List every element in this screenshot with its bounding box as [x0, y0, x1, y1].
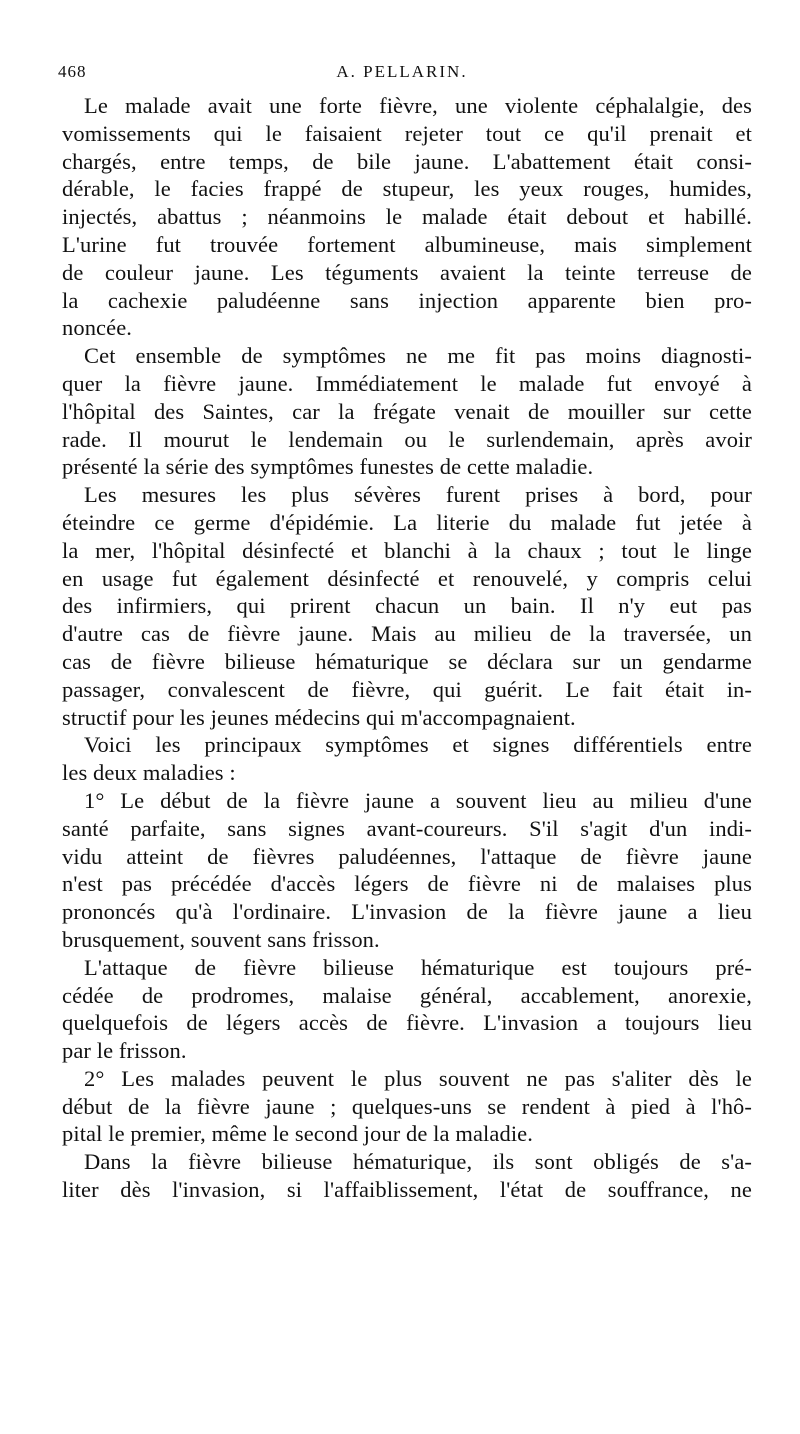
text-line: Voici les principaux symptômes et signes différentiels entre: [84, 732, 752, 758]
text-line: de couleur jaune. Les téguments avaient la teinte terreuse de: [62, 259, 752, 285]
running-head: A. PELLARIN.: [336, 62, 468, 81]
text-line: la cachexie paludéenne sans injection apparente bien pro-: [62, 287, 752, 313]
text-line: cédée de prodromes, malaise général, accablement, anorexie,: [62, 982, 752, 1008]
text-line: L'urine fut trouvée fortement albumineuse, mais simplement: [62, 231, 752, 257]
body-text: [62, 92, 752, 1204]
text-line: 1° Le début de la fièvre jaune a souvent lieu au milieu d'une: [84, 787, 752, 813]
text-line: santé parfaite, sans signes avant-coureurs. S'il s'agit d'un indi-: [62, 815, 752, 841]
page-header: [58, 62, 746, 88]
text-line: n'est pas précédée d'accès légers de fièvre ni de malaises plus: [62, 871, 752, 897]
text-line: rade. Il mourut le lendemain ou le surlendemain, après avoir: [62, 426, 752, 452]
text-line: prononcés qu'à l'ordinaire. L'invasion de la fièvre jaune a lieu: [62, 899, 752, 925]
text-line: d'autre cas de fièvre jaune. Mais au milieu de la traversée, un: [62, 621, 752, 647]
text-line: brusquement, souvent sans frisson.: [62, 926, 380, 952]
text-line: éteindre ce germe d'épidémie. La literie du malade fut jetée à: [62, 509, 752, 535]
text-line: noncée.: [62, 315, 133, 341]
text-line: Cet ensemble de symptômes ne me fit pas moins diagnosti-: [84, 343, 752, 369]
text-line: L'attaque de fièvre bilieuse hématurique est toujours pré-: [84, 954, 752, 980]
text-line: chargés, entre temps, de bile jaune. L'abattement était consi-: [62, 148, 752, 174]
text-line: les deux maladies :: [62, 760, 236, 786]
page-number: 468: [58, 62, 87, 81]
text-line: structif pour les jeunes médecins qui m'accompagnaient.: [62, 704, 576, 730]
text-line: pital le premier, même le second jour de la maladie.: [62, 1121, 533, 1147]
text-line: cas de fièvre bilieuse hématurique se déclara sur un gendarme: [62, 648, 752, 674]
text-line: liter dès l'invasion, si l'affaiblissement, l'état de souffrance, ne: [62, 1177, 752, 1203]
text-line: quer la fièvre jaune. Immédiatement le malade fut envoyé à: [62, 370, 752, 396]
text-line: vomissements qui le faisaient rejeter tout ce qu'il prenait et: [62, 120, 752, 146]
text-line: en usage fut également désinfecté et renouvelé, y compris celui: [62, 565, 752, 591]
text-line: Les mesures les plus sévères furent prises à bord, pour: [84, 482, 752, 508]
text-line: quelquefois de légers accès de fièvre. L'invasion a toujours lieu: [62, 1010, 752, 1036]
text-line: l'hôpital des Saintes, car la frégate venait de mouiller sur cette: [62, 398, 752, 424]
text-line: par le frisson.: [62, 1038, 187, 1064]
text-line: Dans la fièvre bilieuse hématurique, ils sont obligés de s'a-: [84, 1149, 752, 1175]
text-line: injectés, abattus ; néanmoins le malade était debout et habillé.: [62, 204, 752, 230]
text-line: début de la fièvre jaune ; quelques-uns se rendent à pied à l'hô-: [62, 1093, 752, 1119]
text-line: vidu atteint de fièvres paludéennes, l'attaque de fièvre jaune: [62, 843, 752, 869]
text-line: 2° Les malades peuvent le plus souvent ne pas s'aliter dès le: [84, 1065, 752, 1091]
text-line: présenté la série des symptômes funestes de cette maladie.: [62, 454, 594, 480]
text-line: dérable, le facies frappé de stupeur, les yeux rouges, humides,: [62, 176, 752, 202]
text-line: la mer, l'hôpital désinfecté et blanchi à la chaux ; tout le linge: [62, 537, 752, 563]
text-line: des infirmiers, qui prirent chacun un bain. Il n'y eut pas: [62, 593, 752, 619]
text-line: passager, convalescent de fièvre, qui guérit. Le fait était in-: [62, 676, 752, 702]
text-line: Le malade avait une forte fièvre, une violente céphalalgie, des: [84, 93, 752, 118]
